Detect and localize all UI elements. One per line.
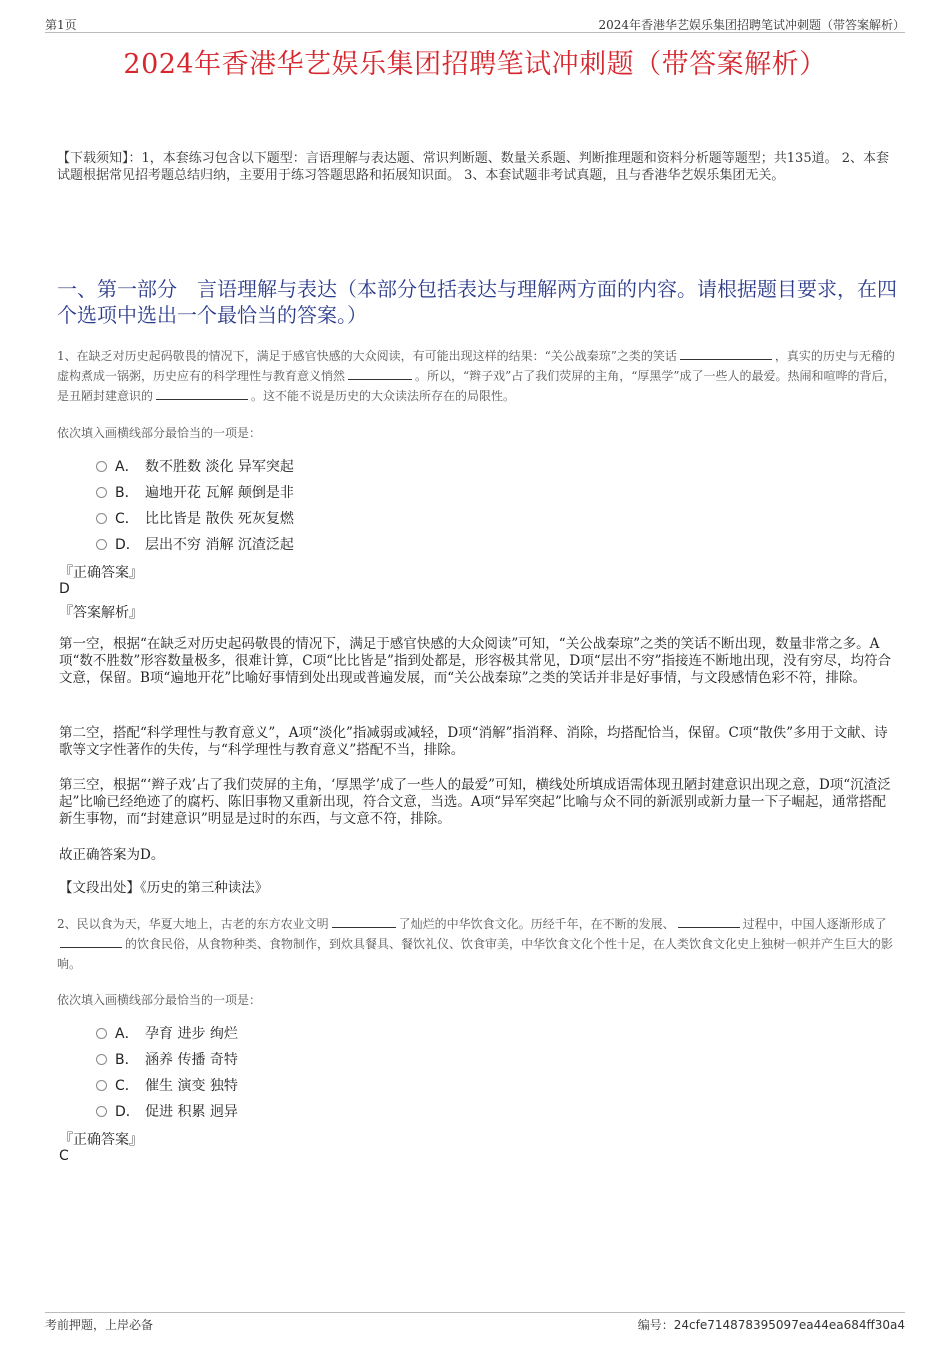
page-header (45, 14, 905, 33)
q2-segment-3: 过程中，中国人逐渐形成了 (742, 917, 887, 931)
q2-option-b[interactable] (96, 1049, 238, 1069)
section-title: 一、第一部分 言语理解与表达（本部分包括表达与理解两方面的内容。请根据题目要求，在四个选项中选出一个最恰当的答案。） (57, 277, 897, 327)
radio-icon[interactable] (96, 1080, 107, 1091)
radio-icon[interactable] (96, 487, 107, 498)
radio-icon[interactable] (96, 461, 107, 472)
option-letter: D． (115, 537, 140, 553)
radio-icon[interactable] (96, 513, 107, 524)
q2-blank-1 (332, 915, 396, 928)
header-doc-title: 2024年香港华艺娱乐集团招聘笔试冲刺题（带答案解析） (598, 18, 905, 32)
q1-hint: 依次填入画横线部分最恰当的一项是： (57, 426, 262, 440)
option-letter: A． (115, 1026, 139, 1042)
option-text: 比比皆是 散佚 死灰复燃 (145, 511, 294, 527)
q1-segment-4: 。这不能不说是历史的大众读法所存在的局限性。 (251, 389, 516, 403)
q2-segment-1: 2、民以食为天，华夏大地上，古老的东方农业文明 (57, 917, 329, 931)
q1-analysis-label: 『答案解析』 (59, 605, 143, 621)
option-letter: C． (115, 1078, 139, 1094)
q1-analysis-paragraph-2: 第二空，搭配“科学理性与教育意义”，A项“淡化”指减弱或减轻，D项“消解”指消释、消除，均搭配恰当，保留。C项“散佚”多用于文献、诗歌等文字性著作的失传，与“科学理性与教育意义”搭配不当，排除。 (59, 725, 888, 758)
option-text: 促进 积累 迥异 (145, 1104, 238, 1120)
question-2-text (57, 914, 897, 974)
footer-slogan: 考前押题，上岸必备 (45, 1318, 154, 1332)
q1-analysis-paragraph-1: 第一空，根据“在缺乏对历史起码敬畏的情况下，满足于感官快感的大众阅读”可知，“关公战秦琼”之类的笑话不断出现，数量非常之多。A项“数不胜数”形容数量极多，很难计算，C项“比比皆是”指到处都是，形容极其常见，D项“层出不穷”指接连不断地出现，没有穷尽，均符合文意，保留。B项“遍地开花”比喻好事情到处出现或普遍发展，而“关公战秦琼”之类的笑话并非是好事情，与文段感情色彩不符，排除。 (59, 636, 892, 686)
option-text: 遍地开花 瓦解 颠倒是非 (145, 485, 294, 501)
radio-icon[interactable] (96, 539, 107, 550)
q2-option-c[interactable] (96, 1075, 238, 1095)
q2-segment-2: 了灿烂的中华饮食文化。历经千年，在不断的发展、 (398, 917, 675, 931)
option-letter: D． (115, 1104, 140, 1120)
q2-blank-2 (678, 915, 740, 928)
download-notice: 【下载须知】：1，本套练习包含以下题型：言语理解与表达题、常识判断题、数量关系题、判断推理题和资料分析题等题型；共135道。 2、本套试题根据常见招考题总结归纳，主要用于练习答题思路和拓展知识面。 3、本套试题非考试真题，且与香港华艺娱乐集团无关。 (57, 151, 889, 183)
q1-source: 【文段出处】《历史的第三种读法》 (59, 880, 269, 896)
document-title: 2024年香港华艺娱乐集团招聘笔试冲刺题（带答案解析） (123, 49, 827, 80)
q2-segment-4: 的饮食民俗，从食物种类、食物制作，到炊具餐具、餐饮礼仪、饮食审美，中华饮食文化个性十足，在人类饮食文化史上独树一帜并产生巨大的影响。 (57, 937, 894, 971)
option-letter: A． (115, 459, 139, 475)
q1-analysis-conclusion: 故正确答案为D。 (59, 847, 165, 863)
option-text: 数不胜数 淡化 异军突起 (145, 459, 294, 475)
option-letter: C． (115, 511, 139, 527)
q1-segment-1: 1、在缺乏对历史起码敬畏的情况下，满足于感官快感的大众阅读，有可能出现这样的结果：“关公战秦琼”之类的笑话 (57, 349, 677, 363)
option-text: 涵养 传播 奇特 (145, 1052, 238, 1068)
q2-answer: C (59, 1148, 69, 1164)
q1-answer-label: 『正确答案』 (59, 565, 143, 581)
q1-segment-3: 。所以，“辫子戏”占了我们荧屏的主角，“厚黑学”成了一些人的最爱。热闹和喧哗的背后，是丑陋封建意识的 (57, 369, 896, 403)
radio-icon[interactable] (96, 1054, 107, 1065)
q1-segment-2: ，真实的历史与无稽的虚构煮成一锅粥，历史应有的科学理性与教育意义悄然 (57, 349, 895, 383)
page-footer (45, 1312, 905, 1332)
option-letter: B． (115, 485, 139, 501)
radio-icon[interactable] (96, 1106, 107, 1117)
q1-analysis-paragraph-3: 第三空，根据“‘辫子戏’占了我们荧屏的主角，‘厚黑学’成了一些人的最爱”可知，横线处所填成语需体现丑陋封建意识出现之意，D项“沉渣泛起”比喻已经绝迹了的腐朽、陈旧事物又重新出现，符合文意，当选。A项“异军突起”比喻与众不同的新派别或新力量一下子崛起，通常搭配新生事物，而“封建意识”明显是过时的东西，与文意不符，排除。 (59, 777, 891, 827)
q1-answer: D (59, 581, 70, 597)
question-1-text (57, 346, 897, 406)
q2-answer-label: 『正确答案』 (59, 1132, 143, 1148)
q1-blank-1 (680, 347, 772, 360)
q2-blank-3 (60, 935, 122, 948)
radio-icon[interactable] (96, 1028, 107, 1039)
q1-option-b[interactable] (96, 482, 294, 502)
q1-option-a[interactable] (96, 456, 294, 476)
q1-blank-3 (156, 387, 248, 400)
footer-serial (638, 1316, 905, 1333)
q1-option-c[interactable] (96, 508, 294, 528)
option-text: 孕育 进步 绚烂 (145, 1026, 238, 1042)
q1-blank-2 (348, 367, 412, 380)
q2-option-d[interactable] (96, 1101, 238, 1121)
option-text: 催生 演变 独特 (145, 1078, 238, 1094)
option-text: 层出不穷 消解 沉渣泛起 (145, 537, 294, 553)
option-letter: B． (115, 1052, 139, 1068)
q2-option-a[interactable] (96, 1023, 238, 1043)
q1-option-d[interactable] (96, 534, 294, 554)
serial-label: 编号： (637, 1318, 674, 1332)
page-number: 第1页 (45, 18, 77, 32)
q2-hint: 依次填入画横线部分最恰当的一项是： (57, 993, 262, 1007)
serial-number: 24cfe714878395097ea44ea684ff30a4 (673, 1318, 905, 1332)
